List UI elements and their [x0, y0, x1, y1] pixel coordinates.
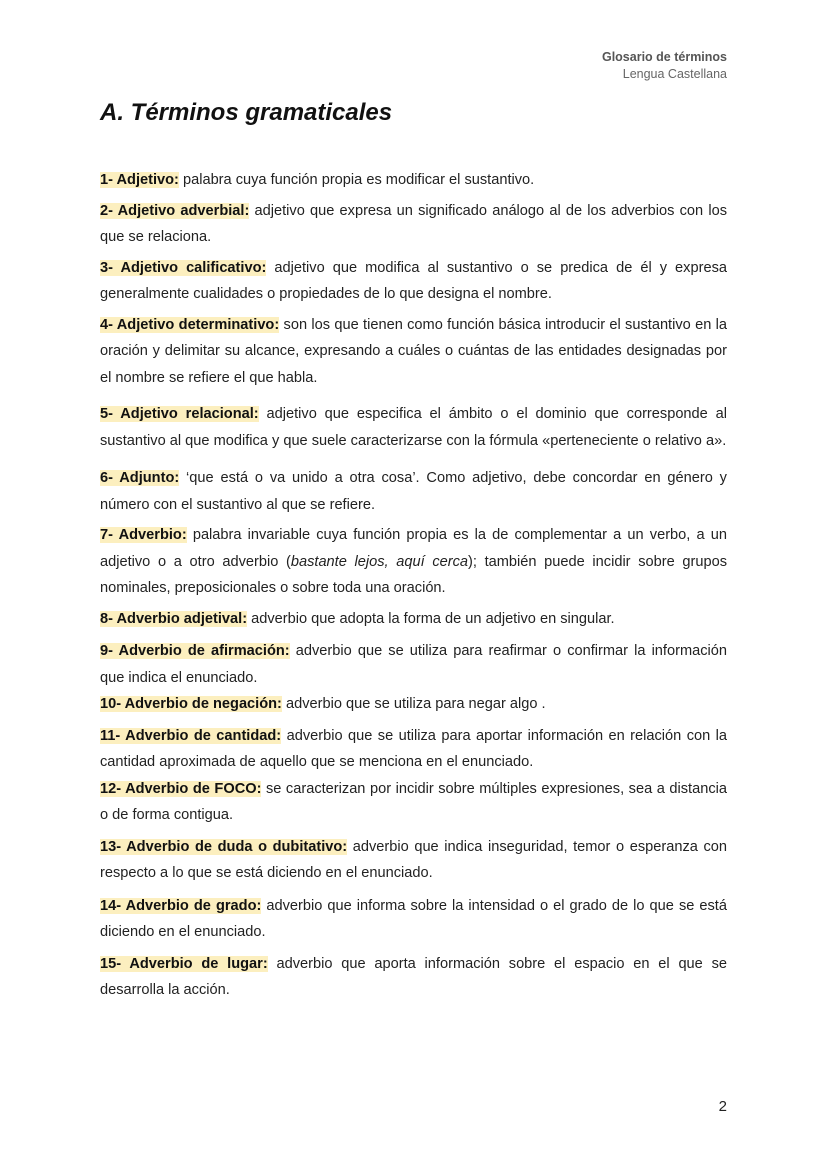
- entry-term: 8- Adverbio adjetival:: [100, 610, 248, 627]
- entry-term: 3- Adjetivo calificativo:: [100, 259, 267, 276]
- entry-definition: adverbio que se utiliza para reafirmar o confirmar la información que indica el enunciado.: [100, 643, 728, 686]
- entry-term: 4- Adjetivo determinativo:: [100, 316, 280, 333]
- entry-term: 1- Adjetivo:: [100, 172, 179, 188]
- entry-term: 2- Adjetivo adverbial:: [100, 202, 250, 219]
- entry-definition: adjetivo que expresa un significado análogo al de los adverbios con los que se relaciona.: [100, 202, 727, 245]
- glossary-entry: [100, 893, 727, 946]
- entry-definition: adjetivo que modifica al sustantivo o se predica de él y expresa generalmente cualidades o propiedades de lo que designa el nombre.: [100, 259, 727, 302]
- glossary-entry: [100, 776, 727, 829]
- entry-definition: se caracterizan por incidir sobre múltiples expresiones, sea a distancia o de forma contigua.: [100, 780, 727, 823]
- entry-term: 13- Adverbio de duda o dubitativo:: [100, 838, 348, 855]
- glossary-entry: [100, 691, 727, 718]
- entry-term: 14- Adverbio de grado:: [100, 897, 262, 914]
- glossary-entry: [100, 401, 727, 454]
- section-title: A. Términos gramaticales: [100, 99, 393, 126]
- glossary-entry: [100, 834, 727, 887]
- entry-definition: adverbio que aporta información sobre el espacio en el que se desarrolla la acción.: [100, 955, 727, 998]
- entry-term: 7- Adverbio:: [100, 527, 187, 543]
- entry-definition: adverbio que indica inseguridad, temor o esperanza con respecto a lo que se está diciendo en el enunciado.: [100, 838, 727, 881]
- entry-definition: adverbio que adopta la forma de un adjetivo en singular.: [247, 610, 615, 627]
- entry-definition: adverbio que se utiliza para aportar información en relación con la cantidad aproximada de aquello que se menciona en el enunciado.: [100, 727, 728, 770]
- glossary-entry: [100, 638, 727, 691]
- glossary-entry: [100, 167, 727, 194]
- document-title: Glosario de términos: [601, 50, 727, 64]
- entry-definition: adjetivo que especifica el ámbito o el dominio que corresponde al sustantivo al que modifica y que suele caracterizarse con la fórmula «perteneciente o relativo a».: [100, 406, 727, 449]
- page-number: 2: [718, 1098, 727, 1115]
- document-subtitle: Lengua Castellana: [622, 67, 727, 81]
- entry-term: 5- Adjetivo relacional:: [100, 406, 259, 422]
- glossary-entry: [100, 723, 727, 776]
- entry-definition: son los que tienen como función básica introducir el sustantivo en la oración y delimitar su alcance, expresando a cuáles o cuántas de las entidades designadas por el nombre se refiere el que habla.: [100, 316, 728, 386]
- glossary-list: [100, 167, 727, 1004]
- entry-example: bastante lejos, aquí cerca: [290, 553, 469, 570]
- glossary-entry: [100, 198, 727, 251]
- entry-term: 11- Adverbio de cantidad:: [100, 727, 282, 744]
- entry-term: 12- Adverbio de FOCO:: [100, 780, 262, 797]
- entry-definition: adverbio que informa sobre la intensidad o el grado de lo que se está diciendo en el enunciado.: [100, 897, 727, 940]
- glossary-entry: [100, 255, 727, 308]
- glossary-entry: [100, 606, 727, 633]
- entry-definition: ‘que está o va unido a otra cosa’. Como adjetivo, debe concordar en género y número con el sustantivo al que se refiere.: [100, 470, 727, 513]
- page-header: [602, 49, 727, 83]
- glossary-entry: [100, 522, 727, 602]
- entry-definition: adverbio que se utiliza para negar algo .: [281, 696, 546, 712]
- entry-term: 6- Adjunto:: [100, 470, 180, 486]
- entry-term: 9- Adverbio de afirmación:: [100, 643, 290, 659]
- entry-term: 15- Adverbio de lugar:: [100, 955, 268, 972]
- entry-definition: palabra cuya función propia es modificar el sustantivo.: [178, 172, 535, 188]
- glossary-entry: [100, 951, 727, 1004]
- entry-definition: palabra invariable cuya función propia es la de complementar a un verbo, a un adjetivo o a otro adverbio (: [100, 527, 727, 570]
- glossary-entry: [100, 312, 727, 392]
- entry-term: 10- Adverbio de negación:: [100, 696, 282, 712]
- entry-definition-continued: ); también puede incidir sobre grupos nominales, preposicionales o sobre toda una oración.: [100, 553, 728, 596]
- glossary-entry: [100, 465, 727, 518]
